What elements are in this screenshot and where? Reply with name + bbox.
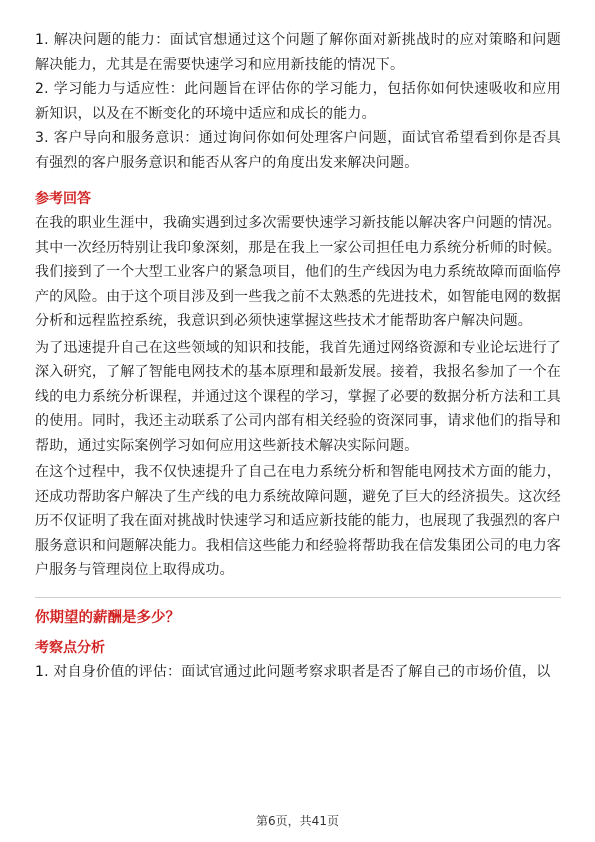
document-page: [35, 28, 561, 684]
section-divider: [35, 597, 561, 598]
question-point-2: 2. 学习能力与适应性：此问题旨在评估你的学习能力，包括你如何快速吸收和应用新知识，以及在不断变化的环境中适应和成长的能力。: [35, 81, 561, 122]
answer-paragraph-3: 在这个过程中，我不仅快速提升了自己在电力系统分析和智能电网技术方面的能力，还成功帮助客户解决了生产线的电力系统故障问题，避免了巨大的经济损失。这次经历不仅证明了我在面对挑战时快速学习和适应新技能的能力，也展现了我强烈的客户服务意识和问题解决能力。我相信这些能力和经验将帮助我在信发集团公司的电力客户服务与管理岗位上取得成功。: [35, 464, 561, 578]
question-point-3: 3. 客户导向和服务意识：通过询问你如何处理客户问题，面试官希望看到你是否具有强烈的客户服务意识和能否从客户的角度出发来解决问题。: [35, 130, 561, 171]
analysis-heading: 考察点分析: [35, 639, 105, 656]
analysis-point-1: 1. 对自身价值的评估：面试官通过此问题考察求职者是否了解自己的市场价值，以: [35, 663, 551, 680]
question-point-1: 1. 解决问题的能力：面试官想通过这个问题了解你面对新挑战时的应对策略和问题解决能力，尤其是在需要快速学习和应用新技能的情况下。: [35, 32, 561, 73]
reference-answer-heading: 参考回答: [35, 191, 91, 207]
answer-paragraph-1: 在我的职业生涯中，我确实遇到过多次需要快速学习新技能以解决客户问题的情况。其中一次经历特别让我印象深刻，那是在我上一家公司担任电力系统分析师的时候。我们接到了一个大型工业客户的紧急项目，他们的生产线因为电力系统故障而面临停产的风险。由于这个项目涉及到一些我之前不太熟悉的先进技术，如智能电网的数据分析和远程监控系统，我意识到必须快速掌握这些技术才能帮助客户解决问题。: [35, 215, 561, 329]
answer-paragraph-2: 为了迅速提升自己在这些领域的知识和技能，我首先通过网络资源和专业论坛进行了深入研究，了解了智能电网技术的基本原理和最新发展。接着，我报名参加了一个在线的电力系统分析课程，并通过这个课程的学习，掌握了必要的数据分析方法和工具的使用。同时，我还主动联系了公司内部有相关经验的资深同事，请求他们的指导和帮助，通过实际案例学习如何应用这些新技术解决实际问题。: [35, 339, 561, 454]
next-question-title: 你期望的薪酬是多少？: [35, 609, 180, 626]
page-footer: 第6页，共41页: [256, 814, 339, 828]
